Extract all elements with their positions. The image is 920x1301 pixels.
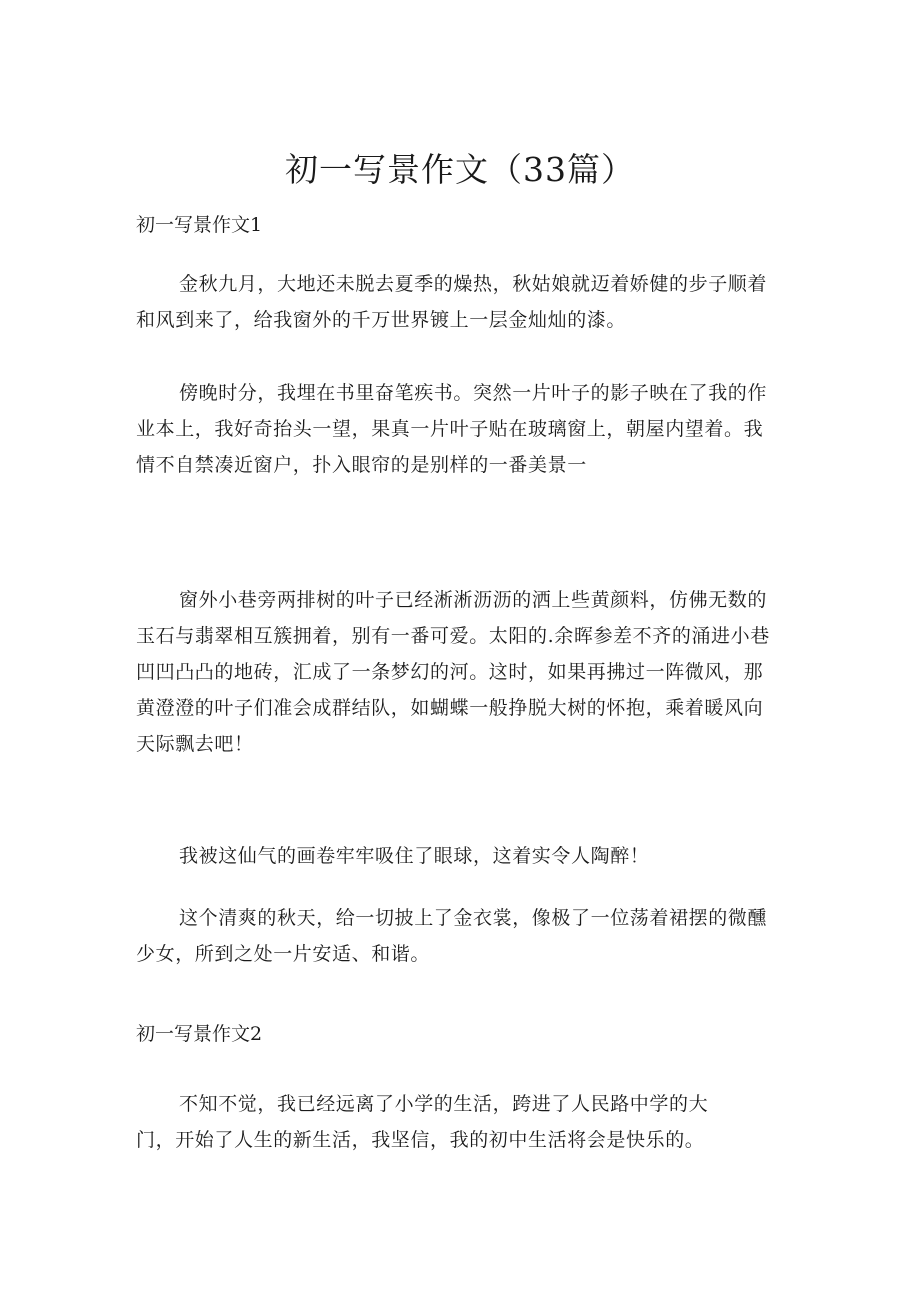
paragraph-line: 天际飘去吧！ [136, 733, 254, 755]
paragraph-line: 不知不觉，我已经远离了小学的生活，跨进了人民路中学的大 [179, 1093, 709, 1115]
paragraph-line: 门，开始了人生的新生活，我坚信，我的初中生活将会是快乐的。 [136, 1129, 705, 1151]
paragraph-line: 玉石与翡翠相互簇拥着，别有一番可爱。太阳的.余晖参差不齐的涌进小巷 [136, 625, 770, 647]
paragraph-line: 这个清爽的秋天，给一切披上了金衣裳，像极了一位荡着裙摆的微醺 [179, 907, 768, 929]
paragraph-line: 和风到来了，给我窗外的千万世界镀上一层金灿灿的漆。 [136, 309, 627, 331]
paragraph-1-4 [136, 838, 786, 874]
paragraph-line: 金秋九月，大地还未脱去夏季的燥热，秋姑娘就迈着娇健的步子顺着 [179, 273, 768, 295]
paragraph-1-2 [136, 375, 786, 483]
paragraph-line: 情不自禁凑近窗户，扑入眼帘的是别样的一番美景一 [136, 454, 587, 476]
paragraph-1-3 [136, 582, 786, 762]
paragraph-line: 窗外小巷旁两排树的叶子已经淅淅沥沥的洒上些黄颜料，仿佛无数的 [179, 589, 768, 611]
paragraph-1-5 [136, 900, 786, 972]
document-title: 初一写景作文（33篇） [285, 150, 635, 189]
section-heading-2: 初一写景作文2 [136, 1023, 263, 1045]
paragraph-line: 业本上，我好奇抬头一望，果真一片叶子贴在玻璃窗上，朝屋内望着。我 [136, 418, 764, 440]
paragraph-line: 凹凹凸凸的地砖，汇成了一条梦幻的河。这时，如果再拂过一阵微风，那 [136, 661, 764, 683]
paragraph-line: 傍晚时分，我埋在书里奋笔疾书。突然一片叶子的影子映在了我的作 [179, 382, 768, 404]
paragraph-line: 我被这仙气的画卷牢牢吸住了眼球，这着实令人陶醉！ [179, 845, 650, 867]
paragraph-1-1 [136, 266, 786, 338]
paragraph-line: 黄澄澄的叶子们准会成群结队，如蝴蝶一般挣脱大树的怀抱，乘着暖风向 [136, 697, 764, 719]
paragraph-2-1 [136, 1086, 786, 1158]
paragraph-line: 少女，所到之处一片安适、和谐。 [136, 943, 431, 965]
section-heading-1: 初一写景作文1 [136, 214, 263, 236]
